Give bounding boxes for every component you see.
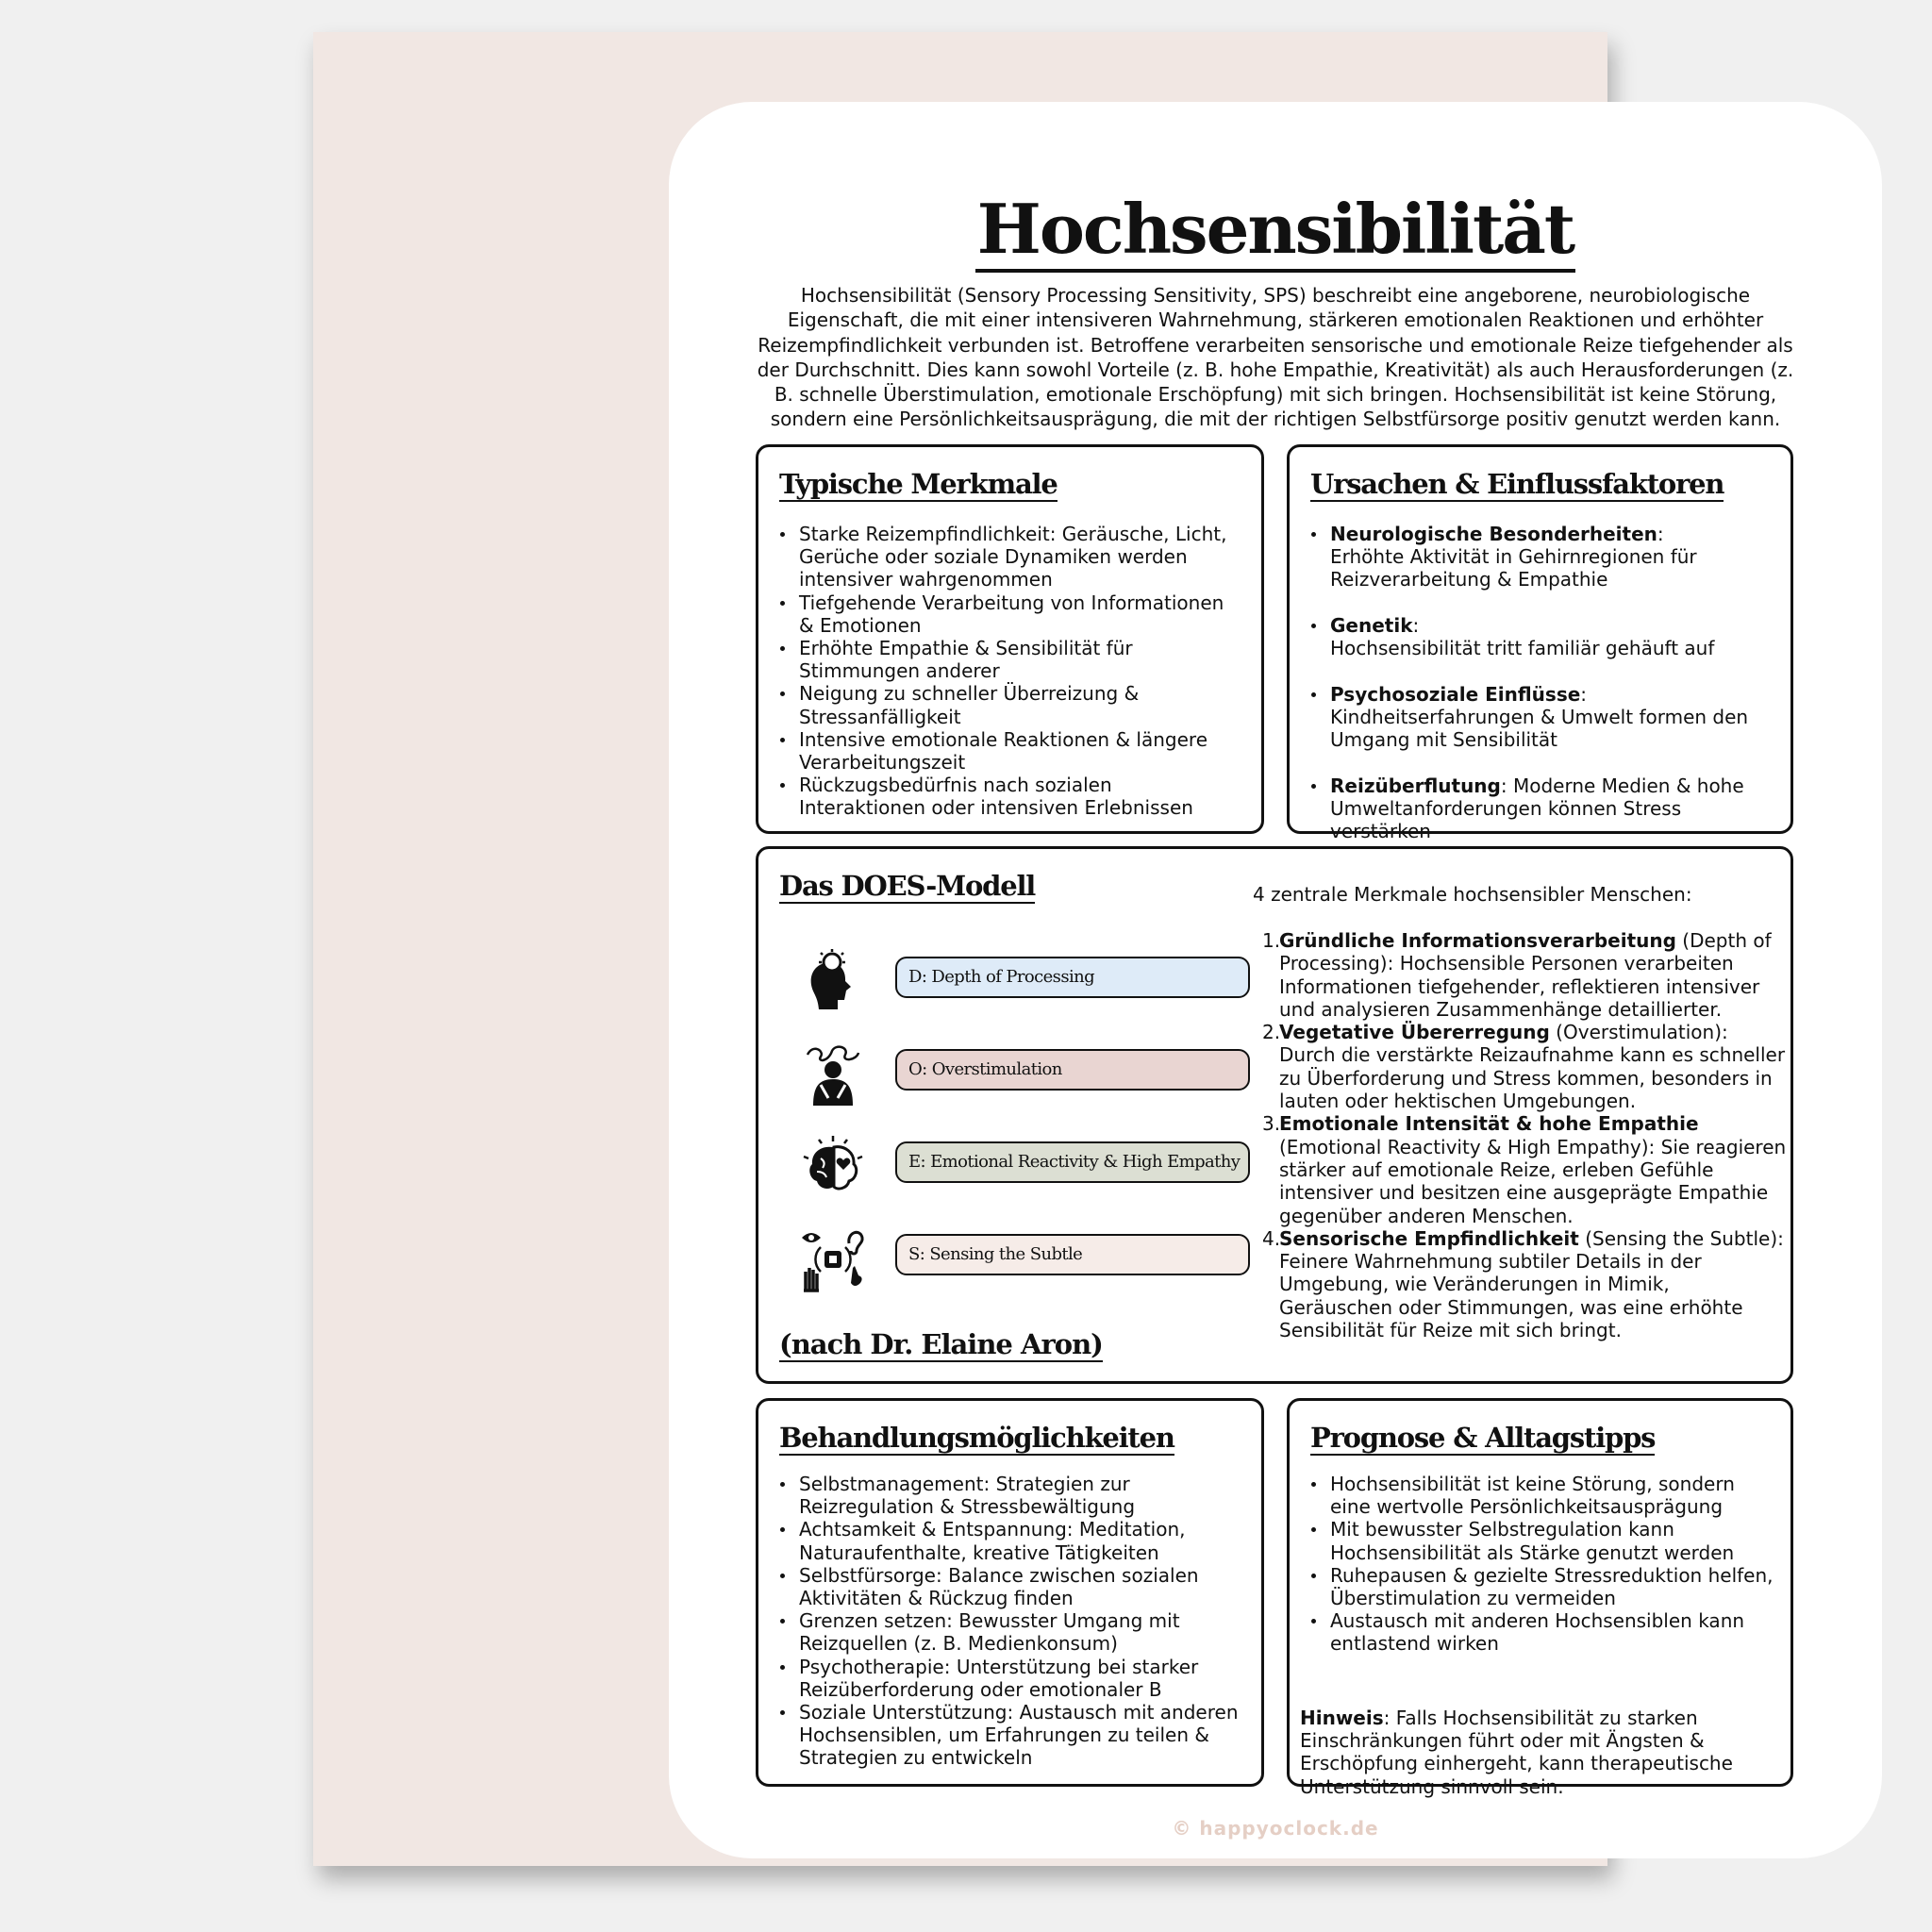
behandlung-heading: Behandlungsmöglichkeiten: [779, 1422, 1174, 1454]
cause-separator: :: [1500, 774, 1513, 797]
list-item: Ruhepausen & gezielte Stressreduktion helfen, Überstimulation zu vermeiden: [1308, 1564, 1780, 1609]
senses-icon: [800, 1226, 866, 1292]
does-pill-s: S: Sensing the Subtle: [895, 1234, 1250, 1275]
does-point-term: Emotionale Intensität & hohe Empathie: [1279, 1112, 1699, 1136]
cause-separator: :: [1657, 523, 1664, 545]
does-pill-d: D: Depth of Processing: [895, 957, 1250, 998]
does-point: [1262, 1227, 1787, 1341]
brain-heart-icon: [800, 1134, 866, 1200]
does-heading: Das DOES-Modell: [779, 870, 1036, 902]
list-item: Starke Reizempfindlichkeit: Geräusche, Licht, Gerüche oder soziale Dynamiken werden intensiver wahrgenommen: [777, 523, 1240, 591]
merkmale-box: [756, 444, 1264, 834]
prognose-list: [1308, 1473, 1780, 1656]
does-point: [1262, 929, 1787, 1021]
list-item: Grenzen setzen: Bewusster Umgang mit Reizquellen (z. B. Medienkonsum): [777, 1609, 1249, 1655]
cause-item: [1308, 523, 1780, 591]
list-item: Austausch mit anderen Hochsensiblen kann entlastend wirken: [1308, 1609, 1780, 1655]
intro-paragraph: Hochsensibilität (Sensory Processing Sensitivity, SPS) beschreibt eine angeborene, neurobiologische Eigenschaft, die mit einer intensiveren Wahrnehmung, stärkeren emotionalen Reaktionen und erhöhter Reizempfindlichkeit verbunden ist. Betroffene verarbeiten sensorische und emotionale Reize tiefgehender als der Durchschnitt. Dies kann sowohl Vorteile (z. B. hohe Empathie, Kreativität) als auch Herausforderungen (z. B. schnelle Überstimulation, emotionale Erschöpfung) mit sich bringen. Hochsensibilität ist keine Störung, sondern eine Persönlichkeitsausprägung, die mit der richtigen Selbstfürsorge positiv genutzt werden kann.: [757, 284, 1794, 431]
behandlung-box: [756, 1398, 1264, 1787]
cause-item: [1308, 774, 1780, 843]
cause-item: [1308, 614, 1780, 659]
cause-term: Reizüberflutung: [1330, 774, 1501, 797]
list-item: Mit bewusster Selbstregulation kann Hochsensibilität als Stärke genutzt werden: [1308, 1518, 1780, 1563]
does-pill-e: E: Emotional Reactivity & High Empathy: [895, 1141, 1250, 1183]
poster-sheet: [313, 32, 1794, 1866]
cause-text: Erhöhte Aktivität in Gehirnregionen für Reizverarbeitung & Empathie: [1330, 545, 1697, 591]
prognose-heading: Prognose & Alltagstipps: [1310, 1422, 1656, 1454]
cause-separator: :: [1580, 682, 1588, 706]
list-item: Selbstmanagement: Strategien zur Reizregulation & Stressbewältigung: [777, 1473, 1249, 1518]
behandlung-list: [777, 1473, 1249, 1770]
ursachen-box: [1287, 444, 1793, 842]
does-box: [756, 846, 1793, 1384]
does-point-number: 1.: [1262, 929, 1281, 952]
list-item: Hochsensibilität ist keine Störung, sondern eine wertvolle Persönlichkeitsausprägung: [1308, 1473, 1780, 1518]
does-points-list: [1262, 929, 1787, 1341]
does-point-text: (Depth of Processing): Hochsensible Personen verarbeiten Informationen tiefgehender, reflektieren intensiver und analysieren Zusammenhänge detaillierter.: [1279, 929, 1772, 1021]
merkmale-list: [777, 523, 1240, 820]
list-item: Erhöhte Empathie & Sensibilität für Stimmungen anderer: [777, 637, 1240, 682]
does-point-number: 3.: [1262, 1112, 1281, 1136]
content-card: [669, 102, 1882, 1858]
cause-term: Neurologische Besonderheiten: [1330, 523, 1657, 545]
prognose-note: [1300, 1707, 1790, 1798]
cause-separator: :: [1412, 613, 1420, 637]
does-pill-o: O: Overstimulation: [895, 1049, 1250, 1091]
cause-text: Moderne Medien & hohe Umweltanforderungen können Stress verstärken: [1330, 774, 1744, 842]
list-item: Psychotherapie: Unterstützung bei starker Reizüberforderung oder emotionaler B: [777, 1656, 1249, 1701]
does-point-text: (Overstimulation): Durch die verstärkte Reizaufnahme kann es schneller zu Überforderung und Stress kommen, besonders in lauten oder hektischen Umgebungen.: [1279, 1021, 1786, 1113]
list-item: Neigung zu schneller Überreizung & Stressanfälligkeit: [777, 682, 1240, 727]
ursachen-list: [1308, 523, 1780, 865]
cause-term: Genetik: [1330, 613, 1413, 637]
does-point-term: Gründliche Informationsverarbeitung: [1279, 929, 1676, 952]
overwhelmed-person-icon: [800, 1041, 866, 1108]
does-point-text: (Emotional Reactivity & High Empathy): Sie reagieren stärker auf emotionale Reize, erleben Gefühle intensiver und besitzen eine ausgeprägte Empathie gegenüber anderen Menschen.: [1279, 1135, 1787, 1227]
does-point-term: Sensorische Empfindlichkeit: [1279, 1226, 1579, 1250]
cause-item: [1308, 683, 1780, 752]
brain-lightbulb-head-icon: [800, 949, 866, 1015]
does-point-term: Vegetative Übererregung: [1279, 1021, 1550, 1044]
does-point-number: 4.: [1262, 1226, 1281, 1250]
prognose-box: [1287, 1398, 1793, 1798]
page-title: Hochsensibilität: [669, 189, 1882, 269]
list-item: Achtsamkeit & Entspannung: Meditation, Naturaufenthalte, kreative Tätigkeiten: [777, 1518, 1249, 1563]
merkmale-heading: Typische Merkmale: [779, 468, 1058, 500]
does-point: [1262, 1112, 1787, 1226]
ursachen-heading: Ursachen & Einflussfaktoren: [1310, 468, 1724, 500]
does-lead: 4 zentrale Merkmale hochsensibler Menschen:: [1253, 883, 1692, 906]
cause-term: Psychosoziale Einflüsse: [1330, 682, 1581, 706]
footer-copyright: © happyoclock.de: [1172, 1817, 1379, 1840]
does-point: [1262, 1021, 1787, 1112]
prognose-note-label: Hinweis: [1300, 1707, 1384, 1729]
list-item: Tiefgehende Verarbeitung von Informationen & Emotionen: [777, 591, 1240, 637]
prognose-note-text: : Falls Hochsensibilität zu starken Einschränkungen führt oder mit Ängsten & Erschöpfung einhergeht, kann therapeutische Unterstützung sinnvoll sein.: [1300, 1707, 1733, 1798]
does-point-number: 2.: [1262, 1021, 1281, 1044]
does-source: (nach Dr. Elaine Aron): [779, 1328, 1103, 1360]
list-item: Selbstfürsorge: Balance zwischen sozialen Aktivitäten & Rückzug finden: [777, 1564, 1249, 1609]
cause-text: Kindheitserfahrungen & Umwelt formen den Umgang mit Sensibilität: [1330, 705, 1749, 752]
list-item: Intensive emotionale Reaktionen & längere Verarbeitungszeit: [777, 728, 1240, 774]
list-item: Soziale Unterstützung: Austausch mit anderen Hochsensiblen, um Erfahrungen zu teilen & Strategien zu entwickeln: [777, 1701, 1249, 1770]
cause-text: Hochsensibilität tritt familiär gehäuft auf: [1330, 637, 1715, 660]
list-item: Rückzugsbedürfnis nach sozialen Interaktionen oder intensiven Erlebnissen: [777, 774, 1240, 819]
does-point-text: (Sensing the Subtle): Feinere Wahrnehmung subtiler Details in der Umgebung, wie Veränderungen in Mimik, Geräuschen oder Stimmungen, was eine erhöhte Sensibilität für Reize mit sich bringt.: [1279, 1226, 1784, 1342]
